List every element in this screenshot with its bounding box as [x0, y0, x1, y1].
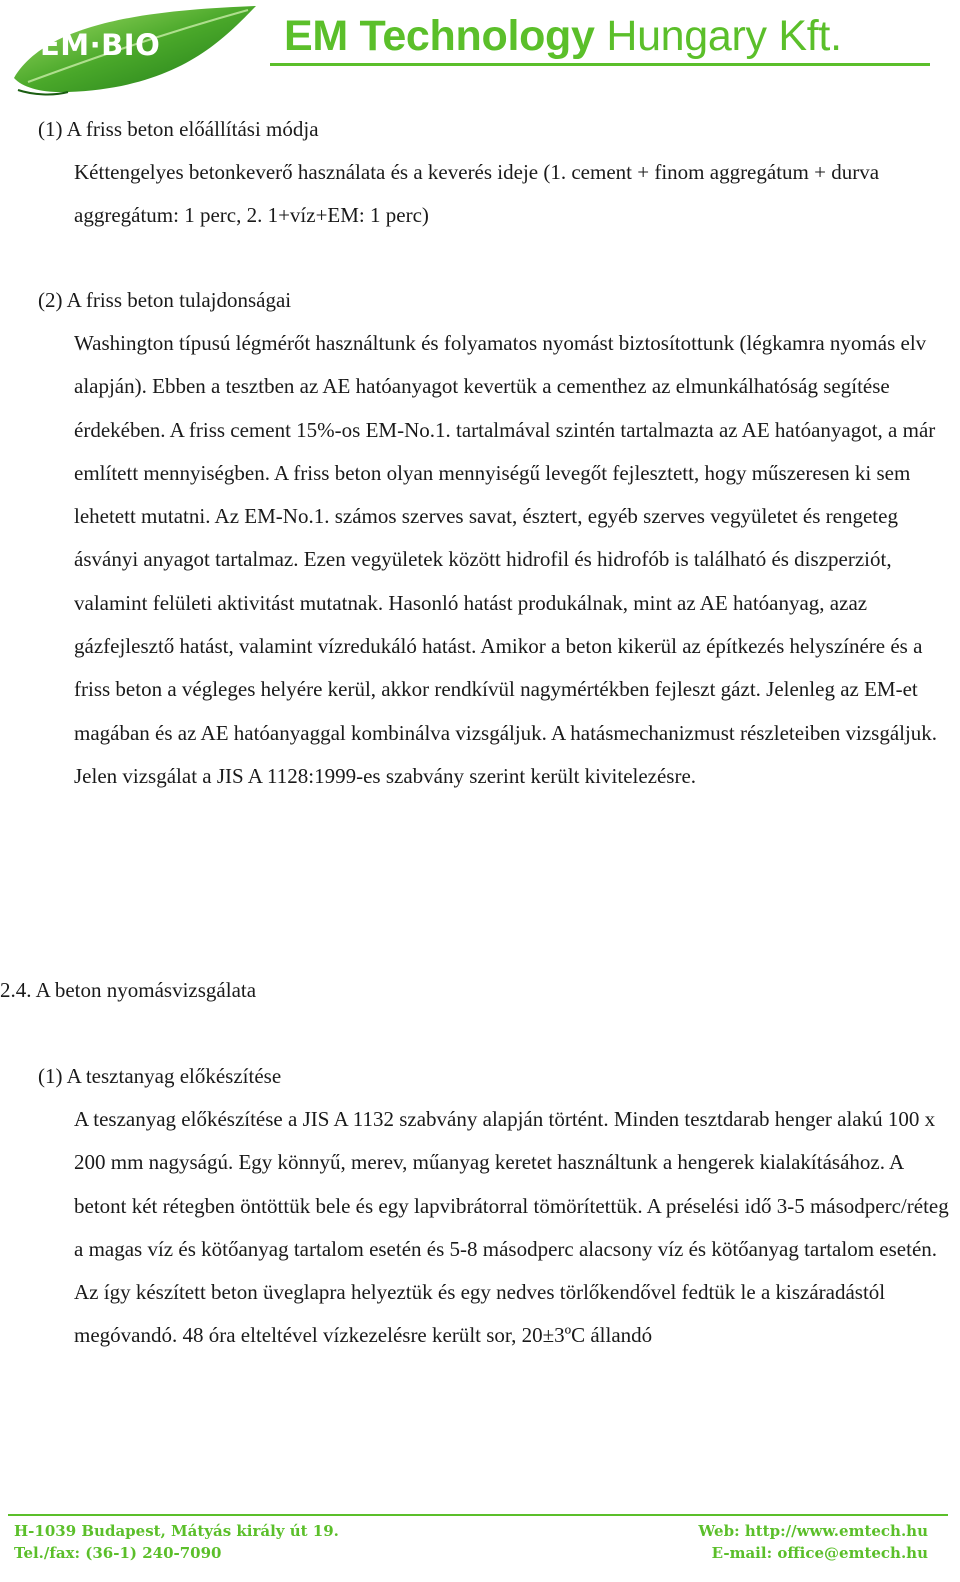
- section-1-body: Kéttengelyes betonkeverő használata és a keverés ideje (1. cement + finom aggregátum + durva aggregátum: 1 perc, 2. 1+víz+EM: 1 perc): [74, 160, 880, 228]
- logo-text: EM·BIO: [40, 28, 161, 62]
- footer-phone: Tel./fax: (36-1) 240-7090: [14, 1544, 222, 1562]
- footer-divider: [8, 1514, 948, 1516]
- footer-address: H-1039 Budapest, Mátyás király út 19.: [14, 1522, 339, 1540]
- section-2-4-heading: 2.4. A beton nyomásvizsgálata: [0, 978, 257, 1002]
- section-3-body: A teszanyag előkészítése a JIS A 1132 szabvány alapján történt. Minden tesztdarab henger alakú 100 x 200 mm nagyságú. Egy könnyű, merev, műanyag keretet használtunk a hengerek kialakításához. A betont két rétegben öntöttük bele és egy lapvibrátorral tömörítettük. A préselési idő 3-5 másodperc/réteg a magas víz és kötőanyag tartalom esetén és 5-8 másodperc alacsony víz és kötőanyag tartalom esetén. Az így készített beton üveglapra helyeztük és egy nedves törlőkendővel fedtük le a kiszáradástól megóvandó. 48 óra elteltével vízkezelésre került sor, 20±3ºC állandó: [74, 1107, 949, 1348]
- company-name-bold: EM Technology: [284, 12, 595, 60]
- footer-web-link[interactable]: Web: http://www.emtech.hu: [698, 1522, 928, 1540]
- page-header: [0, 0, 960, 105]
- footer-email-link[interactable]: E-mail: office@emtech.hu: [711, 1544, 928, 1562]
- section-1-heading: (1) A friss beton előállítási módja: [38, 117, 319, 141]
- section-2-body: Washington típusú légmérőt használtunk és folyamatos nyomást biztosítottunk (légkamra nyomás elv alapján). Ebben a tesztben az AE hatóanyagot kevertük a cementhez az elmunkálhatóság segítése érdekében. A friss cement 15%-os EM-No.1. tartalmával szintén tartalmazta az AE hatóanyagot, a már említett mennyiségben. A friss beton olyan mennyiségű levegőt fejlesztett, hogy műszeresen ki sem lehetett mutatni. Az EM-No.1. számos szerves savat, észtert, egyéb szerves vegyületet és rengeteg ásványi anyagot tartalmaz. Ezen vegyületek között hidrofil és hidrofób is található és diszperziót, valamint felületi aktivitást mutatnak. Hasonló hatást produkálnak, mint az AE hatóanyag, azaz gázfejlesztő hatást, valamint vízredukáló hatást. Amikor a beton kikerül az építkezés helyszínére és a friss beton a végleges helyére kerül, akkor rendkívül nagymértékben fejleszt gázt. Jelenleg az EM-et magában és az AE hatóanyaggal kombinálva vizsgáljuk. A hatásmechanizmust részleteiben vizsgáljuk. Jelen vizsgálat a JIS A 1128:1999-es szabvány szerint került kivitelezésre.: [74, 331, 938, 788]
- header-divider: [270, 63, 930, 66]
- section-3-heading: (1) A tesztanyag előkészítése: [38, 1064, 282, 1088]
- section-2-heading: (2) A friss beton tulajdonságai: [38, 288, 292, 312]
- company-name: [284, 12, 842, 61]
- company-name-regular: Hungary Kft.: [606, 12, 842, 60]
